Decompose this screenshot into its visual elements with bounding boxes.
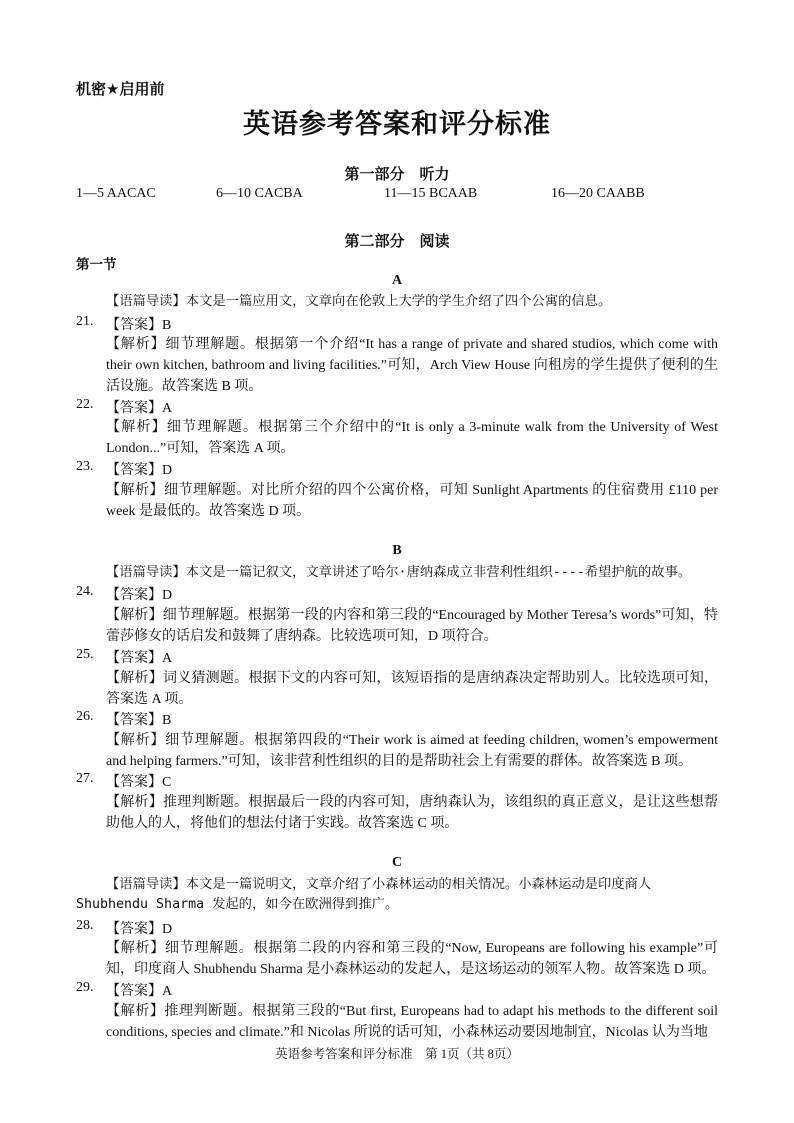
q28-number: 28. bbox=[76, 918, 94, 933]
q24-number: 24. bbox=[76, 584, 94, 599]
q21-number: 21. bbox=[76, 314, 94, 329]
part1-heading: 第一部分 听力 bbox=[344, 165, 450, 183]
section-label: 第一节 bbox=[76, 257, 117, 273]
q22-explanation: 【解析】细节理解题。根据第三个介绍中的“It is only a 3-minute walk from the University of West London...”可知，答案选 A 项。 bbox=[106, 420, 718, 456]
q26-number: 26. bbox=[76, 709, 94, 724]
q21-answer: 【答案】B bbox=[106, 318, 172, 333]
q23-number: 23. bbox=[76, 459, 94, 474]
q21-explanation: 【解析】细节理解题。根据第一个介绍“It has a range of private and shared studios, which come with their own kitchen, bathroom and living facilities.”可知，Arch View House 向租房的学生提供了便利的生活设施。故答案选 B 项。 bbox=[106, 337, 718, 394]
listening-answers-16-20: 16—20 CAABB bbox=[551, 186, 645, 201]
part2-heading: 第二部分 阅读 bbox=[344, 232, 450, 250]
q26-answer: 【答案】B bbox=[106, 713, 172, 728]
q25-answer: 【答案】A bbox=[106, 651, 173, 666]
passage-a-title: A bbox=[391, 273, 403, 288]
q24-answer: 【答案】D bbox=[106, 588, 173, 603]
page-footer: 英语参考答案和评分标准 第 1页（共 8页） bbox=[275, 1047, 519, 1061]
passage-b-title: B bbox=[392, 543, 402, 558]
passage-a-intro: 【语篇导读】本文是一篇应用文，文章向在伦敦上大学的学生介绍了四个公寓的信息。 bbox=[106, 294, 612, 309]
q25-explanation: 【解析】词义猜测题。根据下文的内容可知，该短语指的是唐纳森决定帮助别人。比较选项可知，答案选 A 项。 bbox=[106, 671, 718, 707]
q23-answer: 【答案】D bbox=[106, 463, 173, 478]
q25-number: 25. bbox=[76, 647, 94, 662]
q24-explanation: 【解析】细节理解题。根据第一段的内容和第三段的“Encouraged by Mother Teresa’s words”可知，特蕾莎修女的话启发和鼓舞了唐纳森。比较选项可知，D 项符合。 bbox=[106, 608, 718, 644]
q23-explanation: 【解析】细节理解题。对比所介绍的四个公寓价格，可知 Sunlight Apartments 的住宿费用 £110 per week 是最低的。故答案选 D 项。 bbox=[106, 483, 718, 519]
q29-number: 29. bbox=[76, 980, 94, 995]
q29-explanation: 【解析】推理判断题。根据第三段的“But first, Europeans had to adapt his methods to the different soil conditions, species and climate.”和 Nicolas 所说的话可知，小森林运动要因地制宜，Nicolas 认为当地 bbox=[106, 1004, 718, 1040]
passage-c-title: C bbox=[391, 855, 403, 870]
q26-explanation: 【解析】细节理解题。根据第四段的“Their work is aimed at feeding children, women’s empowerment and helping farmers.”可知，该非营利性组织的目的是帮助社会上有需要的群体。故答案选 B 项。 bbox=[106, 733, 718, 769]
q27-explanation: 【解析】推理判断题。根据最后一段的内容可知，唐纳森认为，该组织的真正意义，是让这些想帮助他人的人，将他们的想法付诸于实践。故答案选 C 项。 bbox=[106, 795, 718, 831]
page-title: 英语参考答案和评分标准 bbox=[243, 109, 551, 140]
q27-answer: 【答案】C bbox=[106, 775, 172, 790]
passage-b-intro: 【语篇导读】本文是一篇记叙文，文章讲述了哈尔·唐纳森成立非营利性组织----希望护航的故事。 bbox=[106, 565, 692, 580]
q22-answer: 【答案】A bbox=[106, 401, 173, 416]
q28-answer: 【答案】D bbox=[106, 922, 173, 937]
q27-number: 27. bbox=[76, 771, 94, 786]
q22-number: 22. bbox=[76, 397, 94, 412]
listening-answers-6-10: 6—10 CACBA bbox=[216, 186, 303, 201]
listening-answers-1-5: 1—5 AACAC bbox=[76, 186, 156, 201]
confidential-label: 机密★启用前 bbox=[76, 80, 165, 98]
q28-explanation: 【解析】细节理解题。根据第二段的内容和第三段的“Now, Europeans are following his example”可知，印度商人 Shubhendu Sharma 是小森林运动的发起人，是这场运动的领军人物。故答案选 D 项。 bbox=[106, 941, 718, 977]
listening-answers-11-15: 11—15 BCAAB bbox=[384, 186, 478, 201]
q29-answer: 【答案】A bbox=[106, 984, 173, 999]
passage-c-intro: 【语篇导读】本文是一篇说明文，文章介绍了小森林运动的相关情况。小森林运动是印度商人 Shubhendu Sharma 发起的，如今在欧洲得到推广。 bbox=[76, 877, 652, 912]
